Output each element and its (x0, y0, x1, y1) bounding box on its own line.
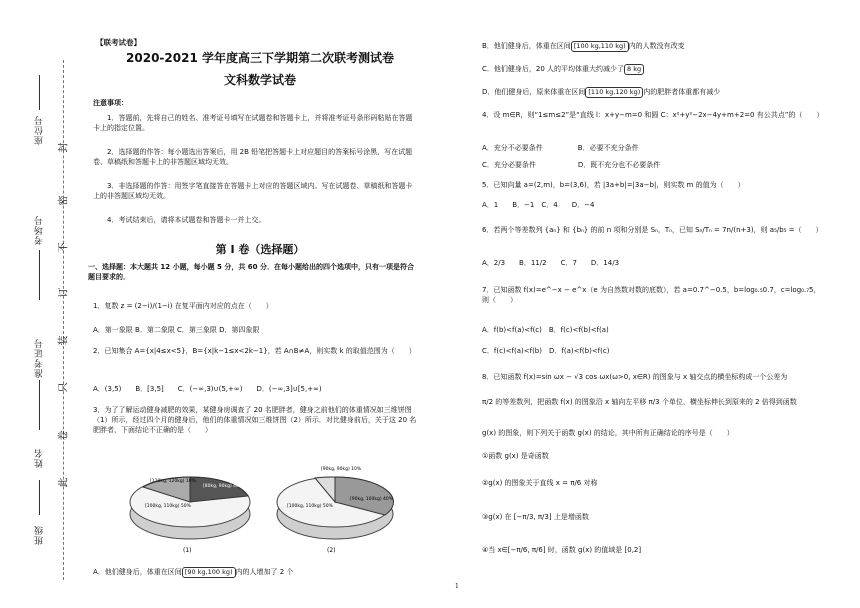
pie2-caption: (2) (327, 547, 336, 554)
pie-charts (125, 462, 425, 562)
question-7-options-cd: C．f(c)<f(a)<f(b) D．f(a)<f(b)<f(c) (482, 347, 610, 355)
pie2-label-2: [90kg, 100kg) 40% (350, 497, 394, 502)
question-7-stem: 7．已知函数 f(x)=e^−x − e^x（e 为自然数对数的底数），若 a=0.7^−0.5，b=log₀.₅0.7，c=log₀.₇5，则（ ） (482, 286, 821, 305)
option-c-prefix: C．他们健身后，20 人的平均体重大约减少了 (482, 65, 625, 73)
question-5-stem: 5．已知向量 a=(2,m)，b=(3,6)，若 |3a+b|=|3a−b|，则实数 m 的值为（ ） (482, 181, 745, 189)
field-seat-number: 座位号 (35, 115, 45, 145)
option-b-prefix: B．他们健身后，体重在区间 (482, 42, 571, 50)
pie2-label-3: [100kg, 110kg) 50% (287, 504, 333, 509)
field-line (39, 480, 40, 515)
seal-word: 此 (58, 477, 70, 488)
section-title: 第 I 卷（选择题） (215, 243, 305, 256)
seal-word: 不 (58, 242, 70, 253)
notice-item: 2．选择题的作答：每小题选出答案后，用 2B 铅笔把答题卡上对应题目的答案标号涂黑，写在试题卷、草稿纸和答题卡上的非答题区域均无效。 (93, 148, 413, 167)
seal-word: 卷 (58, 430, 70, 441)
exam-subtitle: 文科数学试卷 (223, 73, 296, 87)
question-1-stem: 1．复数 z = (2−i)/(1−i) 在复平面内对应的点在（ ） (93, 302, 273, 310)
question-3-option-a (93, 567, 418, 578)
option-a-range: [90 kg,100 kg) (182, 567, 236, 578)
question-8-statement-2: ②g(x) 的图象关于直线 x = π/6 对称 (482, 479, 598, 487)
option-c-value: 8 kg (624, 64, 644, 75)
notice-item: 1．答题前，先将自己的姓名、准考证号填写在试题卷和答题卡上，并将准考证号条形码粘贴在答题卡上的指定位置。 (93, 114, 413, 133)
question-2-stem: 2．已知集合 A={x|4≤x<5}，B={x|k−1≤x<2k−1}，若 A∩B≠A，则实数 k 的取值范围为（ ） (93, 347, 416, 355)
question-6-options: A．2/3 B．11/2 C．7 D．14/3 (482, 259, 620, 267)
notice-heading: 注意事项： (93, 99, 128, 107)
question-8-statement-1: ①函数 g(x) 是奇函数 (482, 452, 549, 460)
question-4-stem: 4．设 m∈R，则“1≤m≤2”是“直线 l：x+y−m=0 和圆 C：x²+y²−2x−4y+m+2=0 有公共点”的（ ） (482, 111, 824, 119)
section-intro: 一、选择题：本大题共 12 小题，每小题 5 分，共 60 分．在每小题给出的四个选项中，只有一项是符合题目要求的． (88, 263, 414, 282)
question-6-stem: 6．若两个等差数列 {aₙ} 和 {bₙ} 的前 n 项和分别是 Sₙ，Tₙ，已知 Sₙ/Tₙ = 7n/(n+3)，则 a₅/b₅ =（ ） (482, 226, 823, 234)
pie-chart-1 (130, 477, 250, 554)
option-d-range: [110 kg,120 kg) (585, 87, 643, 98)
question-8-stem-line3: g(x) 的图象，则下列关于函数 g(x) 的结论，其中所有正确结论的序号是（ ） (482, 429, 734, 437)
pie1-label-3: [80kg, 90kg) 40% (203, 484, 244, 489)
question-8-statement-4: ④当 x∈[−π/6, π/6] 时，函数 g(x) 的值域是 [0,2] (482, 546, 642, 554)
seal-word: 装 (58, 335, 70, 346)
option-d-suffix: 内的肥胖者体重都有减少 (643, 88, 721, 96)
question-2-options: A．(3,5) B．[3,5] C．(−∞,3)∪(5,+∞) D．(−∞,3]∪[5,+∞) (93, 385, 322, 393)
notice-item: 4．考试结束后，请将本试题卷和答题卡一并上交。 (107, 216, 266, 224)
question-7-options-ab: A．f(b)<f(a)<f(c) B．f(c)<f(b)<f(a) (482, 326, 609, 334)
option-d-prefix: D．他们健身后，原来体重在区间 (482, 88, 586, 96)
field-room-number: 考场号 (35, 215, 45, 245)
pie1-label-2: [100kg, 110kg) 50% (145, 504, 191, 509)
pie-chart-2 (277, 466, 394, 554)
question-3-stem: 3．为了了解运动健身减肥的效果，某健身房调查了 20 名肥胖者，健身之前他们的体重情况如三维饼图（1）所示，经过四个月的健身后，他们的体重情况如三维饼图（2）所示．对比健身前后，关于这 20 名肥胖者，下面结论不正确的是（ ） (93, 406, 417, 435)
question-3-option-d (482, 87, 827, 98)
field-line (39, 75, 40, 110)
question-1-options: A．第一象限 B．第二象限 C．第三象限 D．第四象限 (93, 326, 260, 334)
pie1-label-1: [110kg, 120kg) 10% (150, 479, 196, 484)
question-5-options: A．1 B．−1 C．4 D．−4 (482, 201, 595, 209)
exam-tag: 【联考试卷】 (96, 38, 141, 47)
question-8-stem-line2: π/2 的等差数列，把函数 f(x) 的图象沿 x 轴向左平移 π/3 个单位，横坐标伸长到原来的 2 倍得到函数 (482, 398, 797, 406)
page-number: 1 (455, 583, 459, 590)
question-8-statement-3: ③g(x) 在 [−π/3, π/3] 上是增函数 (482, 513, 589, 521)
question-4-options-cd: C．充分必要条件 D．既不充分也不必要条件 (482, 161, 661, 169)
question-3-option-c (482, 64, 827, 75)
field-class: 班级 (35, 525, 45, 545)
cut-line (63, 60, 64, 580)
binding-margin (0, 0, 75, 608)
seal-word: 密 (58, 195, 70, 206)
question-3-option-b (482, 41, 827, 52)
option-a-prefix: A．他们健身后，体重在区间 (93, 568, 182, 576)
seal-word: 只 (58, 382, 70, 393)
seal-word: 封 (58, 142, 70, 153)
option-a-suffix: 内的人增加了 2 个 (235, 568, 294, 576)
field-line (39, 250, 40, 300)
field-name: 姓名 (35, 448, 45, 468)
question-4-options-ab: A．充分不必要条件 B．必要不充分条件 (482, 144, 639, 152)
pie1-caption: (1) (183, 547, 192, 554)
option-b-suffix: 内的人数没有改变 (628, 42, 685, 50)
field-line (39, 380, 40, 430)
notice-item: 3．非选择题的作答：用签字笔直接答在答题卡上对应的答题区域内。写在试题卷、草稿纸和答题卡上的非答题区域均无效。 (93, 182, 413, 201)
option-b-range: [100 kg,110 kg) (571, 41, 629, 52)
field-exam-id: 准考证号 (35, 338, 45, 378)
question-8-stem-line1: 8．已知函数 f(x)=sin ωx − √3 cos ωx(ω>0, x∈R) 的图象与 x 轴交点的横坐标构成一个公差为 (482, 373, 788, 381)
pie2-label-1: [90kg, 90kg) 10% (321, 467, 362, 472)
seal-word: 订 (58, 287, 70, 298)
exam-title: 2020-2021 学年度高三下学期第二次联考测试卷 (126, 51, 394, 65)
